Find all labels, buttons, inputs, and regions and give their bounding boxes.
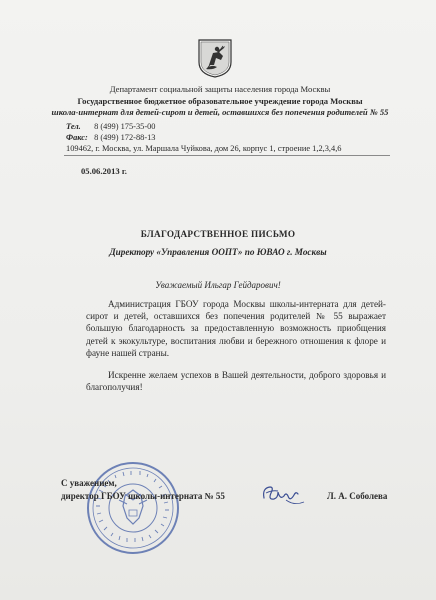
department-name: Департамент социальной защиты населения города Москвы xyxy=(109,84,331,94)
fax-value: 8 (499) 172-88-13 xyxy=(94,133,156,142)
institution-name-line2: школа-интернат для детей-сирот и детей, оставшихся без попечения родителей № 55 xyxy=(51,107,389,117)
signatory-name: Л. А. Соболева xyxy=(327,491,388,501)
official-stamp xyxy=(85,460,181,556)
signatory-position: директор ГБОУ школы-интерната № 55 xyxy=(61,491,225,501)
phone-label: Тел. xyxy=(66,122,81,131)
letter-addressee: Директору «Управления ООПТ» по ЮВАО г. Москвы xyxy=(109,247,327,257)
phone-row xyxy=(66,122,156,132)
closing-line: С уважением, xyxy=(61,478,117,488)
letter-paragraph-1: Администрация ГБОУ города Москвы школы-интерната для детей-сирот и детей, оставшихся без попечения родителей № 55 выражает большую благодарность за предоставленную возможность приобщения детей к экокультуре, воспитания любви и бережного отношения к флоре и фауне нашей страны. xyxy=(86,299,386,358)
institution-name-line1: Государственное бюджетное образовательное учреждение города Москвы xyxy=(77,96,363,106)
letter-title: БЛАГОДАРСТВЕННОЕ ПИСЬМО xyxy=(140,229,296,239)
letter-date: 05.06.2013 г. xyxy=(81,166,127,176)
letter-paragraph-2: Искренне желаем успехов в Вашей деятельности, доброго здоровья и благополучия! xyxy=(86,370,386,393)
header-divider xyxy=(64,155,390,156)
phone-value: 8 (499) 175-35-00 xyxy=(94,122,156,131)
handwritten-signature xyxy=(258,478,308,510)
moscow-coat-of-arms-icon xyxy=(197,38,233,78)
fax-row xyxy=(66,133,156,143)
fax-label: Факс: xyxy=(66,133,88,142)
address: 109462, г. Москва, ул. Маршала Чуйкова, дом 26, корпус 1, строение 1,2,3,4,6 xyxy=(66,144,342,153)
letter-greeting: Уважаемый Ильгар Гейдарович! xyxy=(155,280,281,290)
